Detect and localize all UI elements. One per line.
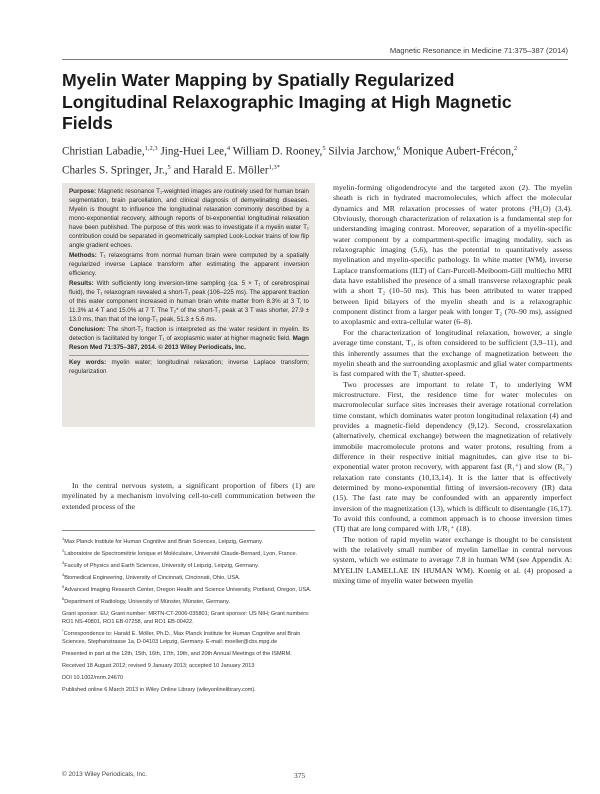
page-number: 375 bbox=[294, 771, 306, 780]
results-label: Results: bbox=[69, 279, 94, 287]
footnote-text: Advanced Imaging Research Center, Oregon Health and Science University, Portland, Oregon, USA. bbox=[64, 586, 312, 593]
footnote-mark: * bbox=[62, 628, 64, 634]
footnote-text: DOI 10.1002/mrm.24670 bbox=[62, 675, 124, 682]
author-list bbox=[62, 141, 532, 178]
footnote bbox=[62, 647, 315, 658]
methods-text: T₁ relaxograms from normal human brain were computed by a spatially regularized inverse Laplace transform after estimating the apparent inversion efficiency. bbox=[69, 251, 310, 277]
header-rule bbox=[62, 59, 568, 60]
author-affiliation-mark: 4 bbox=[226, 145, 231, 152]
author-name: Monique Aubert-Frécon, bbox=[402, 145, 514, 158]
author-affiliation-mark: 5 bbox=[167, 163, 171, 171]
footnote bbox=[62, 595, 315, 606]
footnote bbox=[62, 559, 315, 570]
footnote-text: Grant sponsor: EU; Grant number: MRTN-CT-2006-035801; Grant sponsor: US NIH; Grant numbers: RO1 NS-40801, RO1 EB-07258, and RO1 EB-00422. bbox=[62, 611, 310, 626]
author-affiliation-mark: 2 bbox=[513, 145, 518, 152]
abstract-keywords bbox=[69, 359, 309, 377]
copyright-notice: © 2013 Wiley Periodicals, Inc. bbox=[62, 771, 147, 778]
footnote-mark: 6 bbox=[62, 596, 65, 602]
author-name: William D. Rooney, bbox=[232, 145, 323, 158]
journal-header: Magnetic Resonance in Medicine 71:375–387 (2014) bbox=[389, 46, 568, 55]
footnote-text: Biomedical Engineering, University of Cincinnati, Cincinnati, Ohio, USA. bbox=[64, 574, 241, 581]
body-paragraph: The notion of rapid myelin water exchange is thought to be consistent with the relatively small number of myelin lamellae in central nervous system, which we estimate to average 7.8 in human WM (see Appendix A: MYELIN LAMELLAE IN HUMAN WM). Koenig et al. (4) proposed a mixing time of myelin water between myelin bbox=[333, 534, 572, 586]
body-right-column bbox=[333, 183, 572, 586]
conclusion-label: Conclusion: bbox=[69, 325, 106, 333]
affiliation-footnotes bbox=[62, 530, 315, 695]
footnote-mark: 4 bbox=[62, 572, 65, 578]
author-name: Silvia Jarchow, bbox=[328, 145, 397, 158]
abstract-results bbox=[69, 280, 309, 325]
conclusion-text: The short-T₁ fraction is interpreted as the water resident in myelin. Its detection is facilitated by longer T₁ of axoplasmic water at higher magnetic field. bbox=[69, 325, 310, 342]
footnote-mark: 1 bbox=[62, 536, 65, 541]
footnote-text: Laboratoire de Spectrométrie Ionique et Moléculaire, Université Claude-Bernard, Lyon, France. bbox=[64, 550, 298, 557]
footnote bbox=[62, 683, 315, 694]
abstract-purpose bbox=[69, 188, 309, 251]
article-title: Myelin Water Mapping by Spatially Regularized Longitudinal Relaxographic Imaging at High Magnetic Fields bbox=[62, 70, 512, 133]
footnote bbox=[62, 659, 315, 670]
footnote-mark: 5 bbox=[62, 584, 65, 590]
intro-left-column bbox=[62, 481, 315, 512]
footnote bbox=[62, 671, 315, 682]
author-affiliation-mark: 5 bbox=[322, 145, 326, 152]
footnote-text: Received 18 August 2012; revised 9 January 2013; accepted 10 January 2013 bbox=[62, 663, 255, 670]
purpose-label: Purpose: bbox=[69, 188, 97, 195]
abstract-methods bbox=[69, 252, 309, 279]
author-name: Charles S. Springer, Jr., bbox=[62, 164, 168, 177]
footnote-text: Correspondence to: Harald E. Möller, Ph.D., Max Planck Institute for Human Cognitive and Brain Sciences, Stephanstrasse 1a, D-04103 Leipzig, Germany. E-mail: moeller@cbs.mpg.de bbox=[62, 631, 301, 646]
footnote-text: Published online 6 March 2013 in Wiley Online Library (wileyonlinelibrary.com). bbox=[62, 687, 256, 694]
keywords-text: myelin water; longitudinal relaxation; inverse Laplace transform; regularization bbox=[69, 358, 309, 375]
author-name: Jing-Huei Lee, bbox=[160, 145, 227, 158]
author-affiliation-mark: 1,3* bbox=[268, 163, 280, 171]
abstract-box bbox=[62, 183, 315, 427]
author-affiliation-mark: 1,2,3 bbox=[144, 145, 158, 152]
footnote-mark: 3 bbox=[62, 560, 65, 566]
body-paragraph: For the characterization of longitudinal relaxation, however, a single average time constant, T₁, is often considered to be sufficient (3,9–11), and this inherently assumes that the exchange of magnetization between the myelin sheath and the surrounding axoplasmic and glial water compartments is fast compared with the T₁ shutter-speed. bbox=[333, 327, 572, 379]
footnote bbox=[62, 571, 315, 582]
body-paragraph: myelin-forming oligodendrocyte and the targeted axon (2). The myelin sheath is rich in hydrated macromolecules, which affect the molecular dynamics and MR relaxation processes of water protons (¹H₂O) (3,4). Obviously, thorough characterization of relaxation is a fundamental step for understanding imaging contrast. Moreover, separation of a myelin-specific water component by a compartment-specific imaging modality, such as relaxographic imaging (5,6), has the potential to quantitatively assess myelination and myelin-specific pathology. In white matter (WM), inverse Laplace transformations (ILT) of Carr-Purcell-Meiboom-Gill multiecho MRI data have established the presence of a small transverse relaxographic peak with a short T₂ (10–50 ms). This has been attributed to water trapped between lipid bilayers of the myelin sheath and is a relaxographic component distinct from a larger peak with longer T₂ (70–90 ms), assigned to axoplasmic and extra-cellular water (6–8). bbox=[333, 183, 572, 327]
footnote-text: Max Planck Institute for Human Cognitive and Brain Sciences, Leipzig, Germany. bbox=[64, 538, 263, 545]
abstract-citation: Magn Reson Med 71:375–387, 2014. © 2013 Wiley Periodicals, Inc. bbox=[69, 334, 309, 351]
keywords-label: Key words: bbox=[69, 358, 107, 366]
keywords-divider bbox=[69, 355, 309, 356]
purpose-text: Magnetic resonance T₁-weighted images are routinely used for human brain segmentation, brain parcellation, and clinical diagnosis of demyelinating diseases. Myelin is thought to influence the longitudinal relaxation commonly described by a mono-exponential recovery, although reports of bi-exponential longitudinal relaxation have been published. The purpose of this work was to investigate if a myelin water T₁ contribution could be separated in geometrically sampled Look-Locker trains of low flip angle gradient echoes. bbox=[69, 188, 309, 249]
footnote-mark: 2 bbox=[62, 548, 65, 554]
footnote bbox=[62, 607, 315, 626]
footnote bbox=[62, 583, 315, 594]
author-name: and Harald E. Möller bbox=[173, 164, 269, 177]
abstract-conclusion bbox=[69, 326, 309, 353]
footnote bbox=[62, 627, 315, 646]
footnote-text: Presented in part at the 12th, 15th, 16th, 17th, 19th, and 20th Annual Meetings of the ISMRM. bbox=[62, 651, 292, 658]
footnote-text: Department of Radiology, University of Münster, Münster, Germany. bbox=[64, 599, 230, 605]
intro-paragraph: In the central nervous system, a significant proportion of fibers (1) are myelinated by a mechanism involving cell-to-cell communication between the extended process of the bbox=[62, 481, 315, 511]
footnote bbox=[62, 535, 315, 546]
body-paragraph: Two processes are important to relate T₁ to underlying WM microstructure. First, the residence time for water molecules on macromolecular surface sites increases their average rotational correlation time constant, which dominates water proton longitudinal relaxation (4) and provides a magnetic-field dependency (9,12). Second, crossrelaxation (alternatively, chemical exchange) between the magnetization of relatively immobile macromolecule protons and water protons, resulting from a difference in their respective initial magnitudes, can give rise to bi-exponential water proton recovery, with apparent fast (R₁⁺) and slow (R₁⁻) relaxation rate constants (10,13,14). It is the latter that is effectively determined by mono-exponential fitting of inversion-recovery (IR) data (15). The fast rate may be confounded with an apparently imperfect inversion of the magnetization (13), which is difficult to disentangle (16,17). To avoid this confound, a common approach is to choose inversion times (TI) that are long compared with 1/R₁⁺ (18). bbox=[333, 379, 572, 534]
footnote bbox=[62, 547, 315, 558]
author-name: Christian Labadie, bbox=[62, 145, 145, 158]
methods-label: Methods: bbox=[69, 251, 97, 259]
footnote-text: Faculty of Physics and Earth Sciences, University of Leipzig, Leipzig, Germany. bbox=[64, 562, 259, 569]
results-text: With sufficiently long inversion-time sampling (ca. 5 × T₁ of cerebrospinal fluid), the T₁ relaxogram revealed a short-T₁ peak (106–225 ms). The apparent fraction of this water component increased in human brain white matter from 8.3% at 3 T, to 11.3% at 4 T and 15.0% at 7 T. The T₂* of the short-T₁ peak at 3 T was shorter, 27.9 ± 13.0 ms, than that of the long-T₁ peak, 51.3 ± 5.6 ms. bbox=[69, 279, 309, 323]
author-affiliation-mark: 6 bbox=[396, 145, 400, 152]
